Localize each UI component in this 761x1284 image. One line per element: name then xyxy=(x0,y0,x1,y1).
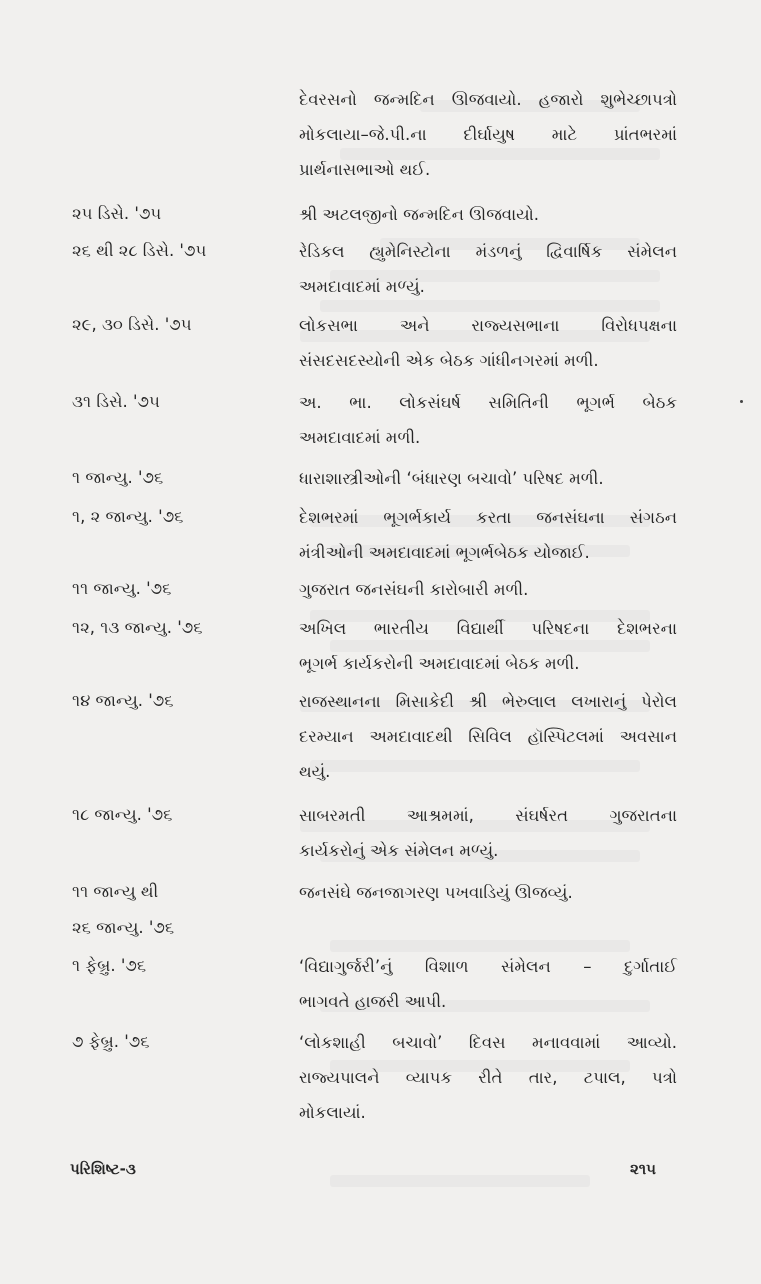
description-line: રેડિકલ હ્યુમેનિસ્ટોના મંડળનું દ્વિવાર્ષિક સંમેલન xyxy=(299,242,677,261)
entry-description xyxy=(299,385,677,455)
description-line: ધારાશાસ્ત્રીઓની ‘બંધારણ બચાવો’ પરિષદ મળી. xyxy=(299,469,604,488)
appendix-label: પરિશિષ્ટ-૩ xyxy=(70,1160,136,1178)
entry-description xyxy=(299,875,677,910)
entry-description xyxy=(299,234,677,304)
entry-description xyxy=(299,572,677,607)
entry-description xyxy=(299,798,677,868)
description-line: દેશભરમાં ભૂગર્ભકાર્ય કરતા જનસંઘના સંગઠન xyxy=(299,508,677,527)
description-line: રાજ્યપાલને વ્યાપક રીતે તાર, ટપાલ, પત્રો xyxy=(299,1068,677,1087)
entry-date: ૨૫ ડિસે. '૭૫ xyxy=(72,204,162,223)
entry-date: ૧ ફેબ્રુ. '૭૬ xyxy=(72,956,147,975)
description-line: મંત્રીઓની અમદાવાદમાં ભૂગર્ભબેઠક યોજાઈ. xyxy=(299,543,590,562)
description-line: અખિલ ભારતીય વિદ્યાર્થી પરિષદના દેશભરના xyxy=(299,619,677,638)
entry-date: ૧ જાન્યુ. '૭૬ xyxy=(72,468,164,487)
entry-date: ૧૧ જાન્યુ. '૭૬ xyxy=(72,579,172,598)
entry-date: ૩૧ ડિસે. '૭૫ xyxy=(72,392,160,411)
description-line: ભાગવતે હાજરી આપી. xyxy=(299,992,447,1011)
description-line: રાજસ્થાનના મિસાકેદી શ્રી ભેરુલાલ લખારાનું પેરોલ xyxy=(299,692,677,711)
entry-date: ૭ ફેબ્રુ. '૭૬ xyxy=(72,1032,150,1051)
entry-description xyxy=(299,461,677,496)
entry-date: ૧૪ જાન્યુ. '૭૬ xyxy=(72,691,174,710)
description-line: દરમ્યાન અમદાવાદથી સિવિલ હૉસ્પિટલમાં અવસાન xyxy=(299,727,677,746)
entry-description xyxy=(299,197,677,232)
entry-date-end: ૨૬ જાન્યુ. '૭૬ xyxy=(72,918,175,937)
description-line: સાબરમતી આશ્રમમાં, સંઘર્ષરત ગુજરાતના xyxy=(299,806,677,825)
entry-description xyxy=(299,684,677,789)
entry-description xyxy=(299,1025,677,1130)
description-line: જનસંઘે જનજાગરણ પખવાડિયું ઊજવ્યું. xyxy=(299,883,573,902)
description-line: મોકલાયા–જે.પી.ના દીર્ઘાયુષ માટે પ્રાંતભરમાં xyxy=(299,125,677,144)
description-line: દેવરસનો જન્મદિન ઊજવાયો. હજારો શુભેચ્છાપત્રો xyxy=(299,90,677,109)
entry-description xyxy=(299,500,677,570)
description-line: મોકલાયાં. xyxy=(299,1103,366,1122)
description-line: ગુજરાત જનસંઘની કારોબારી મળી. xyxy=(299,580,529,599)
description-line: ‘વિદ્યાગુર્જરી’નું વિશાળ સંમેલન – દુર્ગાતાઈ xyxy=(299,957,677,976)
description-line: પ્રાર્થનાસભાઓ થઈ. xyxy=(299,160,431,179)
entry-date: ૨૬ થી ૨૮ ડિસે. '૭૫ xyxy=(72,241,207,260)
entry-date: ૧૮ જાન્યુ. '૭૬ xyxy=(72,805,173,824)
description-line: શ્રી અટલજીનો જન્મદિન ઊજવાયો. xyxy=(299,205,540,224)
description-line: અમદાવાદમાં મળ્યું. xyxy=(299,277,425,296)
entry-description xyxy=(299,82,677,187)
entry-date: ૧૧ જાન્યુ થી xyxy=(72,882,159,901)
entry-description xyxy=(299,949,677,1019)
entry-date: ૧૨, ૧૩ જાન્યુ. '૭૬ xyxy=(72,618,203,637)
description-line: ભૂગર્ભ કાર્યકરોની અમદાવાદમાં બેઠક મળી. xyxy=(299,654,580,673)
entry-description xyxy=(299,308,677,378)
description-line: થયું. xyxy=(299,762,331,781)
description-line: ‘લોકશાહી બચાવો’ દિવસ મનાવવામાં આવ્યો. xyxy=(299,1033,677,1052)
description-line: લોકસભા અને રાજ્યસભાના વિરોધપક્ષના xyxy=(299,316,677,335)
description-line: અ. ભા. લોકસંઘર્ષ સમિતિની ભૂગર્ભ બેઠક xyxy=(299,393,677,412)
paper-speck xyxy=(740,400,743,403)
entry-description xyxy=(299,611,677,681)
description-line: કાર્યકરોનું એક સંમેલન મળ્યું. xyxy=(299,841,499,860)
description-line: સંસદસદસ્યોની એક બેઠક ગાંધીનગરમાં મળી. xyxy=(299,351,599,370)
page-number: ૨૧૫ xyxy=(630,1160,657,1178)
description-line: અમદાવાદમાં મળી. xyxy=(299,428,421,447)
entry-date: ૧, ૨ જાન્યુ. '૭૬ xyxy=(72,507,184,526)
entry-date: ૨૯, ૩૦ ડિસે. '૭૫ xyxy=(72,315,192,334)
